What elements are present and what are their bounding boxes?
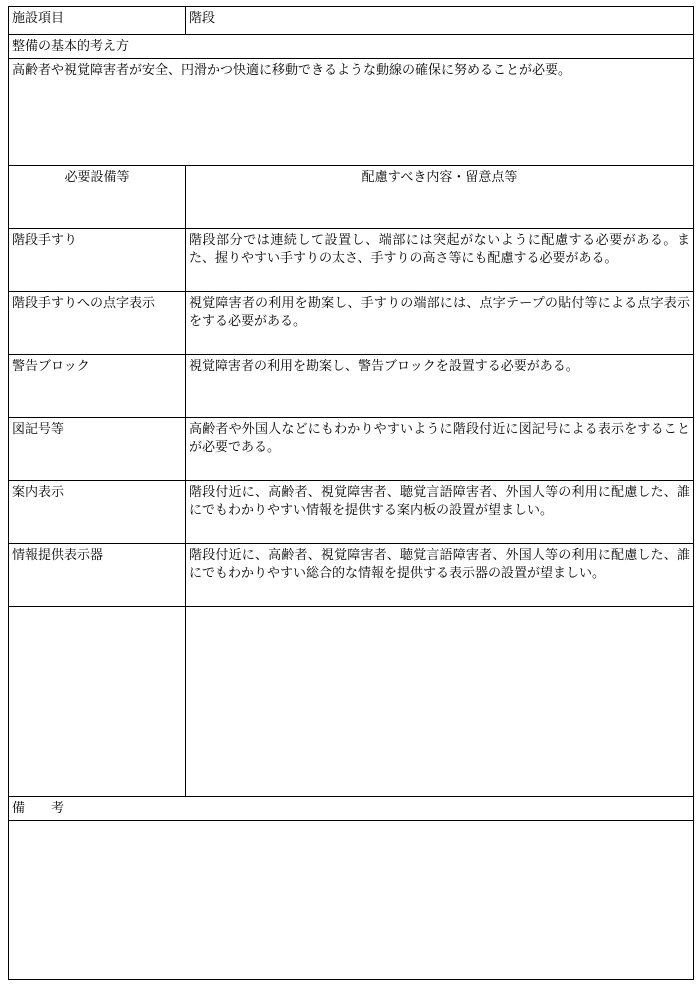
empty-content-cell — [186, 607, 693, 796]
column-header-considerations: 配慮すべき内容・留意点等 — [361, 170, 518, 185]
remarks-label: 備 考 — [12, 801, 65, 816]
facility-sheet — [8, 6, 694, 980]
item-content: 階段付近に、高齢者、視覚障害者、聴覚言語障害者、外国人等の利用に配慮した、誰にでもわかりやすい情報を提供する案内板の設置が望ましい。 — [189, 485, 690, 518]
facility-row — [9, 7, 693, 35]
remarks-body-row — [9, 821, 693, 979]
remarks-body — [9, 821, 693, 979]
item-content: 階段部分では連続して設置し、端部には突起がないように配慮する必要がある。また、握りやすい手すりの太さ、手すりの高さ等にも配慮する必要がある。 — [189, 233, 690, 266]
empty-equipment-cell — [9, 607, 186, 796]
item-row — [9, 355, 693, 418]
item-equipment: 階段手すり — [9, 229, 186, 291]
empty-item-row — [9, 607, 693, 797]
facility-label: 施設項目 — [9, 7, 186, 34]
item-equipment: 案内表示 — [9, 481, 186, 543]
column-header-equipment: 必要設備等 — [9, 166, 186, 228]
facility-value: 階段 — [189, 11, 216, 26]
item-equipment: 情報提供表示器 — [9, 544, 186, 606]
basic-heading: 整備の基本的考え方 — [12, 39, 130, 54]
basic-heading-row — [9, 35, 693, 59]
item-row — [9, 544, 693, 607]
item-equipment: 階段手すりへの点字表示 — [9, 292, 186, 354]
basic-text: 高齢者や視覚障害者が安全、円滑かつ快適に移動できるような動線の確保に努めることが必要。 — [12, 63, 572, 78]
item-row — [9, 292, 693, 355]
item-content: 高齢者や外国人などにもわかりやすいように階段付近に図記号による表示をすることが必要である。 — [189, 422, 690, 455]
remarks-heading-row — [9, 797, 693, 821]
item-equipment: 図記号等 — [9, 418, 186, 480]
item-row — [9, 229, 693, 292]
item-row — [9, 418, 693, 481]
item-row — [9, 481, 693, 544]
basic-text-row — [9, 59, 693, 166]
item-content: 視覚障害者の利用を勘案し、手すりの端部には、点字テープの貼付等による点字表示をする必要がある。 — [189, 296, 690, 329]
column-header-row — [9, 166, 693, 229]
item-equipment: 警告ブロック — [9, 355, 186, 417]
item-content: 階段付近に、高齢者、視覚障害者、聴覚言語障害者、外国人等の利用に配慮した、誰にでもわかりやすい総合的な情報を提供する表示器の設置が望ましい。 — [189, 548, 690, 581]
item-content: 視覚障害者の利用を勘案し、警告ブロックを設置する必要がある。 — [189, 359, 579, 374]
